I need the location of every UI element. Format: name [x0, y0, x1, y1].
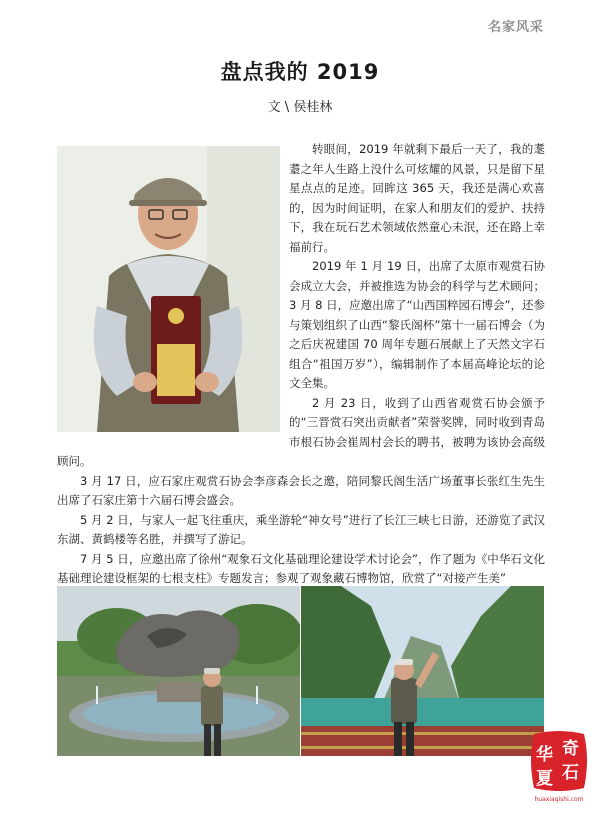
- paragraph-4: 3 月 17 日，应石家庄观赏石协会李彦森会长之邀，陪同黎氏阁生活广场董事长张红生先生出席了石家庄第十六届石博会盛会。: [57, 473, 545, 507]
- article-body: [57, 140, 545, 589]
- portrait-text-wrap-spacer: [57, 140, 289, 436]
- article-title: 盘点我的 2019: [220, 60, 380, 84]
- paragraph-6: 7 月 5 日，应邀出席了徐州“观象石文化基础理论建设学术讨论会”，作了题为《中华石文化基础理论建设框架的七根支柱》专题发言；参观了观象藏石博物馆，欣赏了“对接产生美”: [57, 551, 545, 585]
- yangtze-gorge-photo: [301, 586, 544, 756]
- seal-char-1: 奇: [562, 739, 579, 759]
- seal-char-3: 华: [536, 745, 553, 765]
- article-byline: 文 \ 侯桂林: [267, 100, 333, 115]
- paragraph-5: 5 月 2 日，与家人一起飞往重庆，乘坐游轮“神女号”进行了长江三峡七日游，还游览了武汉东湖、黄鹤楼等名胜，并撰写了游记。: [57, 512, 545, 546]
- paragraph-3: 2 月 23 日，收到了山西省观赏石协会颁予的“三晋赏石突出贡献者”荣誉奖牌，同时收到青岛市根石协会崔周村会长的聘书，被聘为该协会高级顾问。: [57, 395, 545, 468]
- seal-char-2: 石: [562, 763, 579, 783]
- huaxia-qishi-seal-logo: [528, 730, 590, 804]
- seal-char-4: 夏: [536, 769, 553, 789]
- paragraph-2: 2019 年 1 月 19 日，出席了太原市观赏石协会成立大会，并被推选为协会的科学与艺术顾问；3 月 8 日，应邀出席了“山西国粹园石博会”，还参与策划组织了山西“黎氏阁杯”第十一届石博会（为之后庆祝建国 70 周年专题石展献上了天然文字石组合“祖国万岁”），编辑制作了本届高峰论坛的论文全集。: [289, 259, 546, 390]
- paragraph-1: 转眼间，2019 年就剩下最后一天了，我的耄耋之年人生路上没什么可炫耀的风景，只是留下星星点点的足迹。回眸这 365 天，我还是满心欢喜的，因为时间证明，在家人和朋友们的爱护、扶持下，我在玩石艺术领域依然童心未泯，还在路上幸福前行。: [289, 142, 545, 254]
- stone-fountain-photo: [57, 586, 300, 756]
- section-tag: 名家风采: [487, 20, 544, 35]
- yangtze-gorge-illustration: [301, 586, 544, 756]
- seal-mark: [528, 730, 590, 804]
- stone-fountain-illustration: [57, 586, 300, 756]
- seal-url: huaxiaqishi.com: [534, 796, 584, 803]
